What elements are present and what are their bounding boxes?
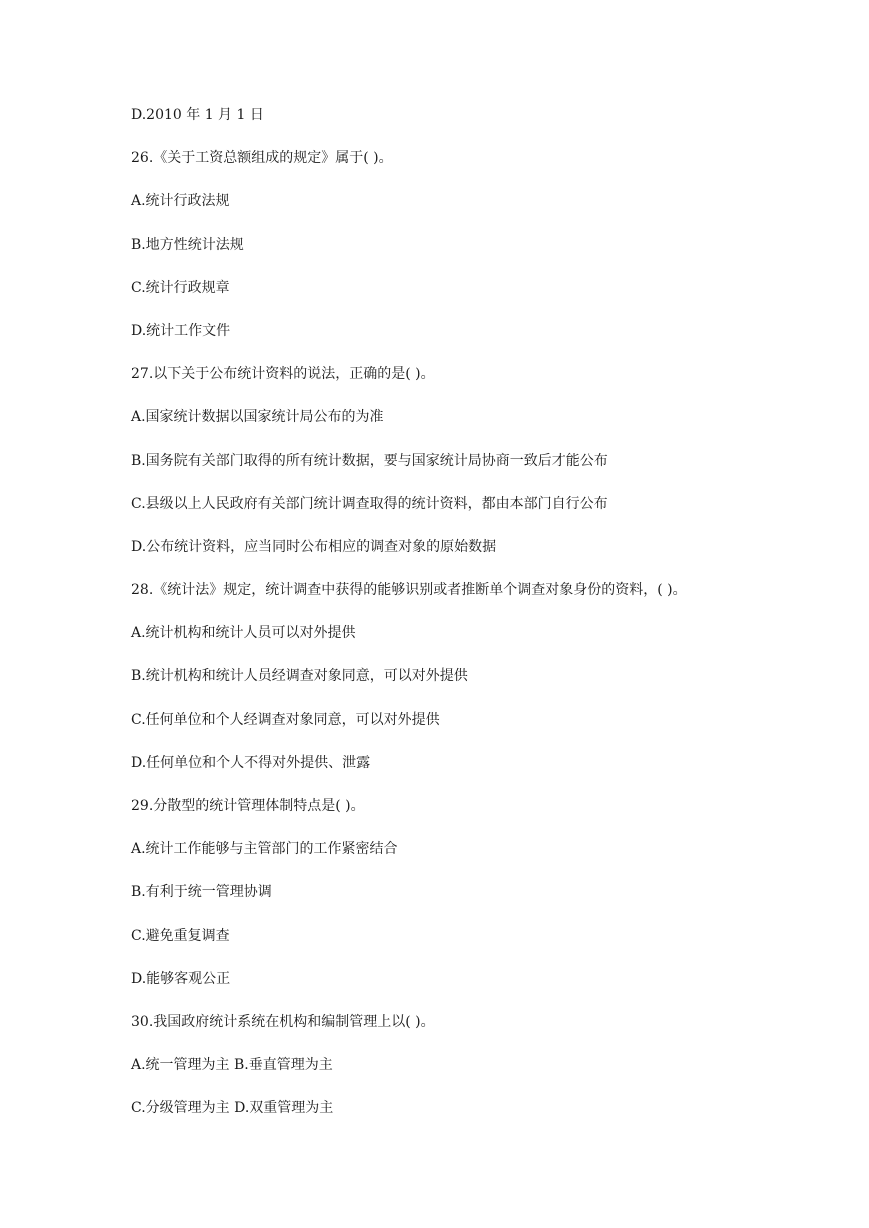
option-line: A.统计行政法规: [131, 193, 230, 210]
option-line: C.任何单位和个人经调查对象同意，可以对外提供: [131, 711, 440, 728]
question-list: [131, 104, 851, 1141]
option-line: B.有利于统一管理协调: [131, 884, 272, 901]
option-line: A.统计工作能够与主管部门的工作紧密结合: [131, 841, 398, 858]
option-line: D.公布统计资料，应当同时公布相应的调查对象的原始数据: [131, 538, 497, 555]
option-line: D.2010 年 1 月 1 日: [131, 107, 264, 123]
option-line: B.地方性统计法规: [131, 236, 244, 253]
option-line: A.统计机构和统计人员可以对外提供: [131, 625, 356, 642]
option-line: C.统计行政规章: [131, 279, 230, 296]
option-line: D.能够客观公正: [131, 970, 231, 987]
question-26: 26.《关于工资总额组成的规定》属于( )。: [131, 150, 393, 167]
option-line: C.避免重复调查: [131, 927, 230, 944]
option-line: C.县级以上人民政府有关部门统计调查取得的统计资料，都由本部门自行公布: [131, 495, 608, 512]
question-27: 27.以下关于公布统计资料的说法，正确的是( )。: [131, 366, 435, 383]
option-line: A.统一管理为主 B.垂直管理为主: [131, 1057, 333, 1074]
option-line: D.任何单位和个人不得对外提供、泄露: [131, 754, 371, 771]
question-28: 28.《统计法》规定，统计调查中获得的能够识别或者推断单个调查对象身份的资料，( )。: [131, 582, 687, 599]
question-29: 29.分散型的统计管理体制特点是( )。: [131, 798, 365, 814]
option-line: B.国务院有关部门取得的所有统计数据，要与国家统计局协商一致后才能公布: [131, 452, 608, 469]
question-30: 30.我国政府统计系统在机构和编制管理上以( )。: [131, 1013, 435, 1030]
option-line: C.分级管理为主 D.双重管理为主: [131, 1100, 334, 1117]
option-line: B.统计机构和统计人员经调查对象同意，可以对外提供: [131, 668, 468, 685]
option-line: D.统计工作文件: [131, 322, 231, 339]
option-line: A.国家统计数据以国家统计局公布的为准: [131, 409, 384, 426]
